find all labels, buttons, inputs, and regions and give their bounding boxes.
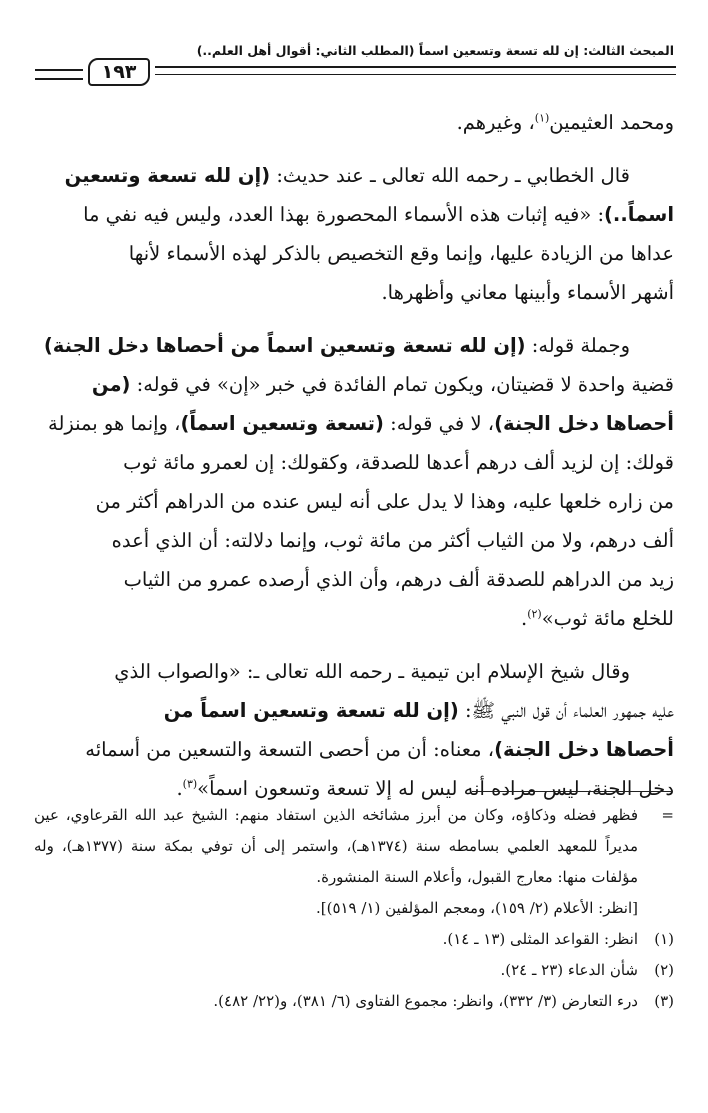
text-line: زيد من الدراهم للصدقة ألف درهم، وأن الذي أرصده عمرو من الثياب bbox=[123, 568, 674, 591]
footnote-number: (٣) bbox=[654, 992, 674, 1010]
text-line: قولك: إن لزيد ألف درهم أعدها للصدقة، وكقولك: إن لعمرو مائة ثوب bbox=[123, 451, 674, 474]
footnote-text: [انظر: الأعلام (٢/ ١٥٩)، ومعجم المؤلفين (١/ ٥١٩)]. bbox=[315, 899, 638, 917]
hadith-quote: أحصاها دخل الجنة) bbox=[494, 738, 674, 761]
header-rule bbox=[155, 66, 676, 75]
text-line: أحصاها دخل الجنة)، معناه: أن من أحصى التسعة والتسعين من أسمائه bbox=[85, 738, 674, 761]
continuation-mark: = bbox=[661, 806, 674, 824]
text-line: قال الخطابي ـ رحمه الله تعالى ـ عند حديث: (إن لله تسعة وتسعين bbox=[64, 164, 630, 187]
text-line: أحصاها دخل الجنة)، لا في قوله: (تسعة وتسعين اسماً)، وإنما هو بمنزلة bbox=[47, 412, 674, 435]
footnote-text: درء التعارض (٣/ ٣٣٢)، وانظر: مجموع الفتاوى (٦/ ٣٨١)، و(٢٢/ ٤٨٢). bbox=[213, 992, 638, 1010]
hadith-quote: (إن لله تسعة وتسعين اسماً من أحصاها دخل الجنة) bbox=[43, 334, 526, 357]
text-line: دخل الجنة، ليس مراده أنه ليس له إلا تسعة وتسعون اسماً»$^{(٣)}$. bbox=[176, 777, 674, 800]
text-line: وقال شيخ الإسلام ابن تيمية ـ رحمه الله تعالى ـ: «والصواب الذي bbox=[114, 660, 630, 683]
page-number: ١٩٣ bbox=[88, 58, 150, 86]
running-title: المبحث الثالث: إن لله تسعة وتسعين اسماً (المطلب الثاني: أقوال أهل العلم..) bbox=[196, 43, 674, 58]
text-line: وجملة قوله: (إن لله تسعة وتسعين اسماً من أحصاها دخل الجنة) bbox=[43, 334, 630, 357]
text-line: أشهر الأسماء وأبينها معاني وأظهرها. bbox=[381, 281, 674, 304]
text-line: عليه جمهور العلماء أن قول النبي ﷺ: (إن لله تسعة وتسعين اسماً من bbox=[163, 699, 674, 722]
footnote-number: (٢) bbox=[654, 961, 674, 979]
text-line: ومحمد العثيمين$^{(١)}$، وغيرهم. bbox=[456, 111, 674, 134]
text-line: للخلع مائة ثوب»$^{(٢)}$. bbox=[521, 607, 674, 630]
footnote-item bbox=[34, 986, 674, 1017]
footnote-ref: (٣) bbox=[182, 777, 198, 791]
footnote-text: انظر: القواعد المثلى (١٣ ـ ١٤). bbox=[442, 930, 638, 948]
hadith-quote: اسماً..) bbox=[604, 203, 674, 226]
footnotes bbox=[34, 800, 674, 1017]
hadith-quote: (إن لله تسعة وتسعين اسماً من bbox=[163, 699, 459, 722]
footnote-ref: (١) bbox=[534, 111, 550, 125]
hadith-quote: أحصاها دخل الجنة) bbox=[494, 412, 674, 435]
text-line: قضية واحدة لا قضيتان، ويكون تمام الفائدة في خبر «إن» في قوله: (من bbox=[91, 373, 674, 396]
main-text bbox=[34, 103, 674, 808]
footnote-source bbox=[34, 893, 674, 924]
footnote-separator bbox=[472, 791, 672, 792]
hadith-quote: (تسعة وتسعين اسماً) bbox=[180, 412, 384, 435]
header-rule-short bbox=[35, 69, 83, 80]
footnote-ref: (٢) bbox=[527, 607, 542, 621]
footnote-text: فظهر فضله وذكاؤه، وكان من أبرز مشائخه الذين استفاد منهم: الشيخ عبد الله القرعاوي، عين مديراً للمعهد العلمي بسامطه سنة (١٣٧٤هـ)، واستمر إلى أن توفي بمكة سنة (١٣٧٧هـ)، وله مؤلفات منها: معارج القبول، وأعلام السنة المنشورة. bbox=[34, 806, 638, 886]
footnote-text: شأن الدعاء (٢٣ ـ ٢٤). bbox=[500, 961, 638, 979]
text-line: ألف درهم، ولا من الثياب أكثر من مائة ثوب، وإنما دلالته: أن الذي أعده bbox=[111, 529, 674, 552]
hadith-quote: (من bbox=[91, 373, 131, 396]
text-line: من زاره خلعها عليه، وهذا لا يدل على أنه ليس عنده من الدراهم أكثر من bbox=[95, 490, 674, 513]
text-line: عداها من الزيادة عليها، وإنما وقع التخصيص بالذكر لهذه الأسماء لأنها bbox=[128, 242, 674, 265]
hadith-quote: (إن لله تسعة وتسعين bbox=[64, 164, 271, 187]
footnote-continued bbox=[34, 800, 674, 893]
footnote-number: (١) bbox=[654, 930, 674, 948]
footnote-item bbox=[34, 924, 674, 955]
footnote-item bbox=[34, 955, 674, 986]
text-line: اسماً..): «فيه إثبات هذه الأسماء المحصورة بهذا العدد، وليس فيه نفي ما bbox=[83, 203, 674, 226]
